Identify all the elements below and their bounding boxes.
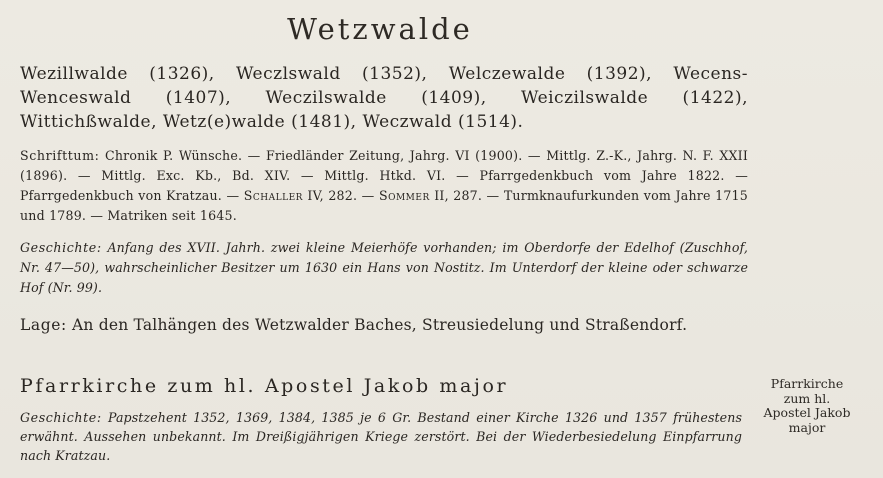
history-paragraph (20, 238, 748, 298)
church-heading: Pfarrkirche zum hl. Apostel Jakob major (20, 375, 509, 397)
history-text: Anfang des XVII. Jahrh. zwei kleine Meierhöfe vorhanden; im Oberdorfe der Edelhof (Zuschhof, Nr. 47—50), wahrscheinlicher Besitzer um 1630 ein Hans von Nostitz. Im Unterdorf der kleine oder schwarze Hof (Nr. 99). (20, 240, 748, 295)
history-label: Geschichte: (20, 240, 102, 255)
location-text: An den Talhängen des Wetzwalder Baches, Streusiedelung und Straßendorf. (72, 316, 688, 334)
page-title: Wetzwalde (287, 12, 473, 46)
sources-text-mid: IV, 282. — (307, 188, 375, 203)
location-label: Lage: (20, 316, 67, 334)
sources-text-end: II, 287. — Turmknaufurkunden vom Jahre 1715 und 1789. — Matriken seit 1645. (20, 188, 748, 223)
sources-author-schaller: Schaller (243, 188, 303, 203)
church-history-text: Papstzehent 1352, 1369, 1384, 1385 je 6 Gr. Bestand einer Kirche 1326 und 1357 frühestens erwähnt. Aussehen unbekannt. Im Dreißigjährigen Kriege zerstört. Bei der Wiederbesiedelung Einpfarrung nach Kratzau. (20, 410, 743, 463)
church-history-paragraph (20, 408, 742, 465)
location-paragraph (20, 314, 748, 336)
sources-author-sommer: Sommer (378, 188, 430, 203)
sources-text-main: Chronik P. Wünsche. — Friedländer Zeitung, Jahrg. VI (1900). — Mittlg. Z.-K., Jahrg. N. F. XXII (1896). — Mittlg. Exc. Kb., Bd. XIV. — Mittlg. Htkd. VI. — Pfarrgedenkbuch vom Jahre 1822. — Pfarrgedenkbuch von Kratzau. — (20, 148, 748, 203)
sources-paragraph (20, 146, 748, 226)
margin-note-line: Pfarrkirche (770, 376, 844, 391)
margin-note-line: Apostel Jakob (763, 405, 851, 420)
margin-note-line: major (788, 419, 826, 435)
church-history-label: Geschichte: (20, 410, 102, 425)
historical-names-paragraph: Wezillwalde (1326), Weczlswald (1352), Welczewalde (1392), Wecens-Wenceswald (1407), Weczilswalde (1409), Weiczilswalde (1422), Wittichßwalde, Wetz(e)walde (1481), Weczwald (1514). (20, 64, 748, 132)
sources-label: Schrifttum: (20, 148, 100, 163)
margin-note (752, 377, 862, 435)
margin-note-line: zum hl. (783, 390, 831, 406)
